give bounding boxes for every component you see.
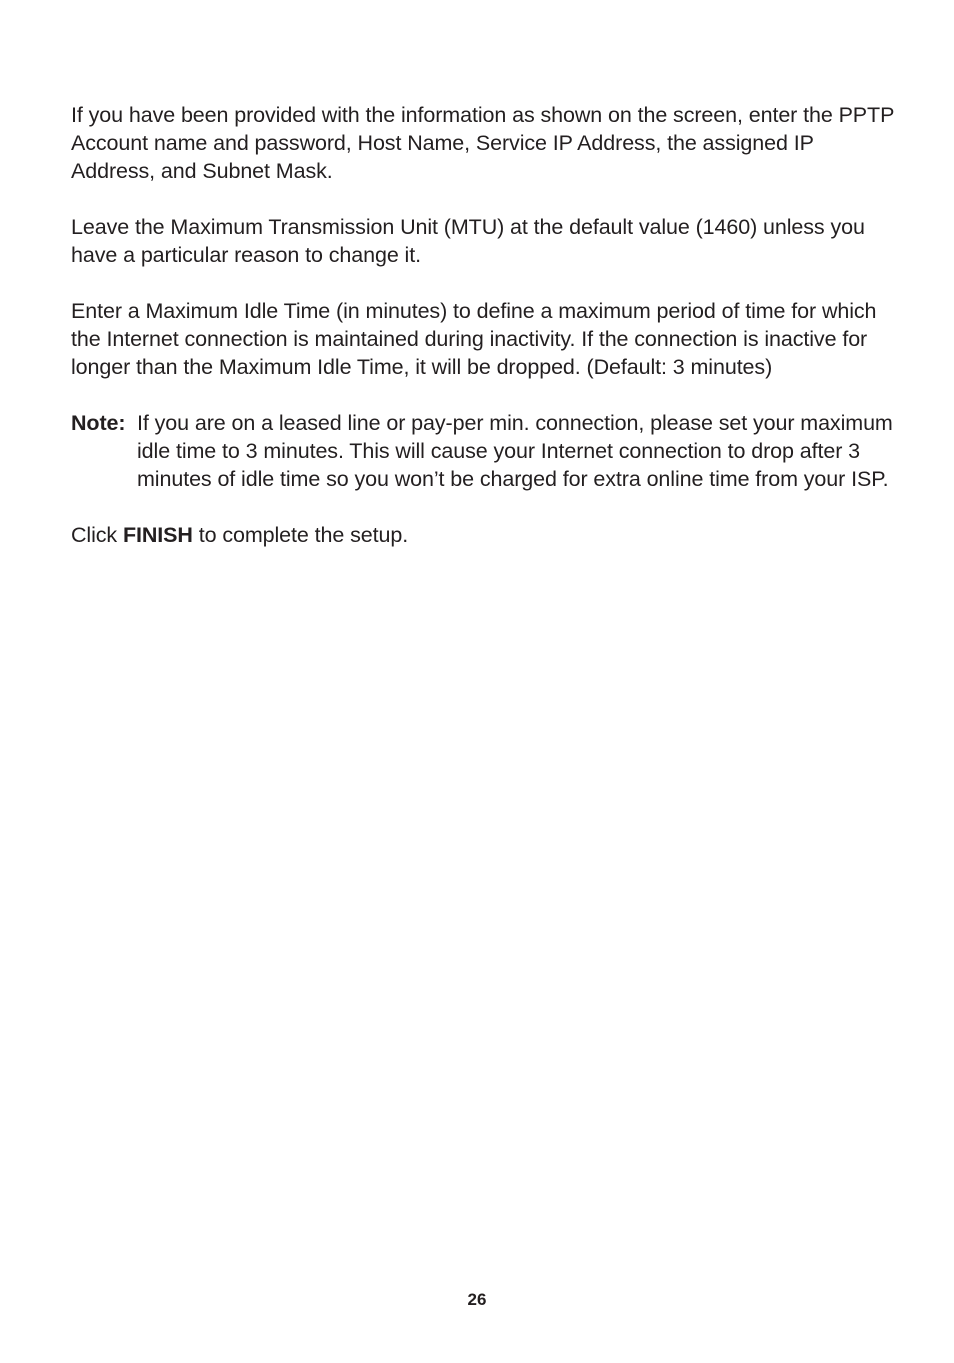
finish-suffix: to complete the setup. (192, 523, 409, 547)
note-text: If you are on a leased line or pay-per min. connection, please set your maximum idle time to 3 minutes. This will cause your Internet connection to drop after 3 minutes of idle time so you won’t be charged for extra online time from your ISP. (137, 411, 893, 491)
note-label: Note: (71, 411, 126, 435)
note-block (71, 409, 901, 493)
finish-keyword: FINISH (122, 523, 193, 547)
pptp-info-paragraph: If you have been provided with the information as shown on the screen, enter the PPTP Account name and password, Host Name, Service IP Address, the assigned IP Address, and Subnet Mask. (71, 103, 894, 183)
page-body (71, 101, 901, 577)
page-number: 26 (467, 1290, 487, 1309)
idle-time-paragraph: Enter a Maximum Idle Time (in minutes) to define a maximum period of time for which the Internet connection is maintained during inactivity. If the connection is inactive for longer than the Maximum Idle Time, it will be dropped. (Default: 3 minutes) (71, 299, 877, 379)
finish-prefix: Click (71, 523, 123, 547)
mtu-paragraph: Leave the Maximum Transmission Unit (MTU) at the default value (1460) unless you have a particular reason to change it. (71, 215, 865, 267)
finish-instruction (71, 521, 901, 549)
